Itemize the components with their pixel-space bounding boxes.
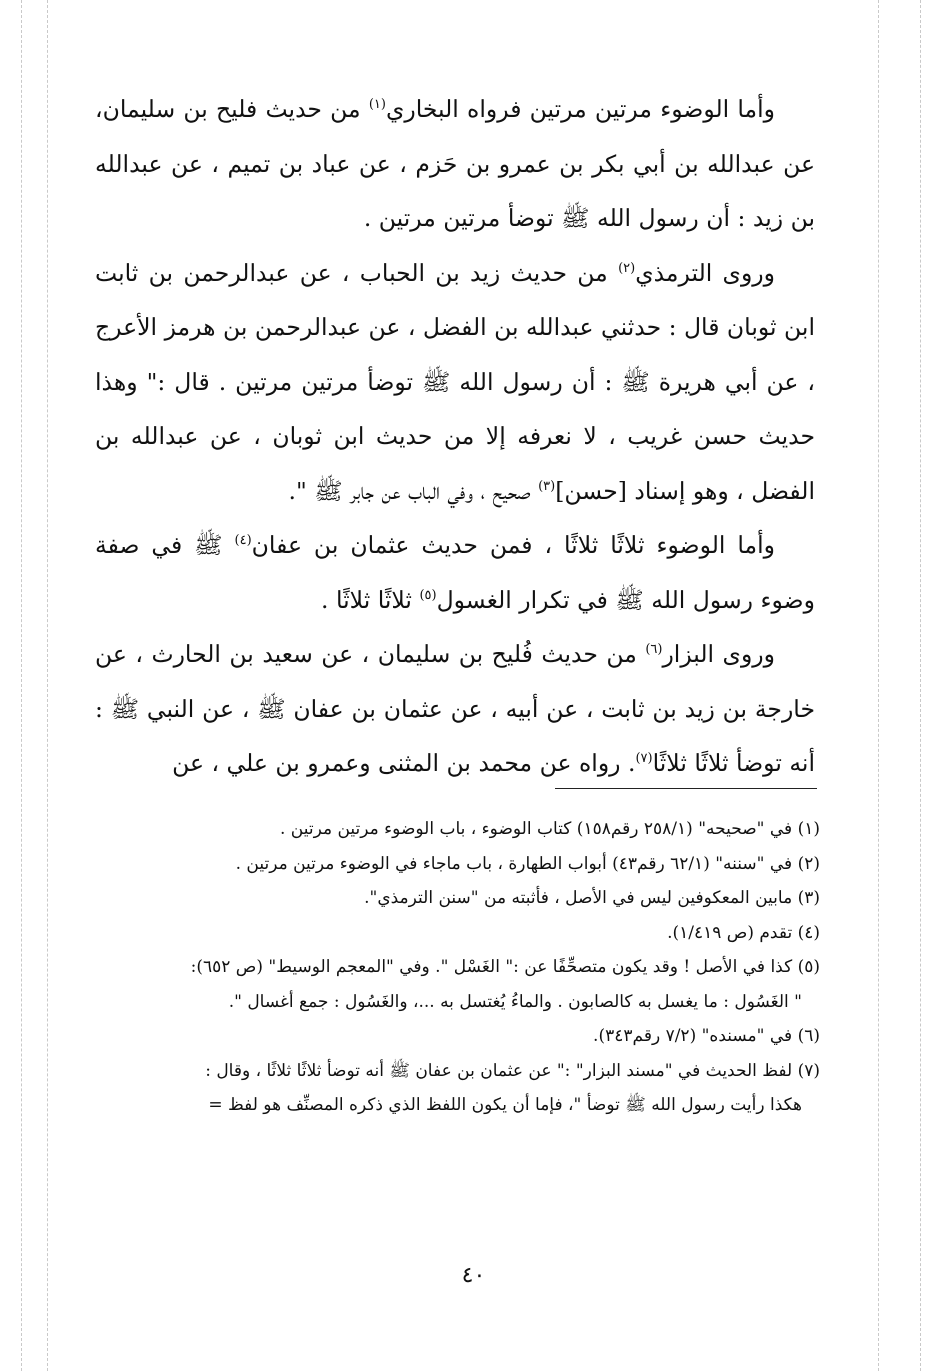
footnote-marker: (٣) xyxy=(538,478,556,494)
footnotes xyxy=(100,812,820,1123)
footnote-1: (١) في "صحيحه" (٢٥٨/١ رقم١٥٨) كتاب الوضوء ، باب الوضوء مرتين مرتين . xyxy=(279,819,820,839)
footnote-marker: (٢) xyxy=(618,260,636,276)
footnote-marker: (٦) xyxy=(645,642,663,658)
footnote-marker: (٧) xyxy=(635,751,653,767)
footnote-7-continued: هكذا رأيت رسول الله ﷺ توضأ "، فإما أن يكون اللفظ الذي ذكره المصنِّف هو لفظ = xyxy=(208,1095,802,1115)
dashed-margin-guide xyxy=(21,0,22,1371)
footnote-marker: (١) xyxy=(368,97,386,113)
footnote-2: (٢) في "سننه" (٦٢/١ رقم٤٣) أبواب الطهارة ، باب ماجاء في الوضوء مرتين مرتين . xyxy=(235,853,820,874)
paragraph-2: وروى الترمذي$^{(٢)}$ من حديث زيد بن الحباب ، عن عبدالرحمن بن ثابت ابن ثوبان قال : حدثني عبدالله بن الفضل ، عن عبدالرحمن بن هرمز الأعرج ، عن أبي هريرة ﷺ : أن رسول الله ﷺ توضأ مرتين مرتين . قال :" وهذا حديث حسن غريب ، لا نعرفه إلا من حديث ابن ثوبان ، عن عبدالله بن الفضل ، وهو إسناد [حسن]$^{(٣)}$ صحيح ، وفي الباب عن جابر ﷺ ". xyxy=(95,258,815,505)
footnote-marker: (٥) xyxy=(419,587,437,603)
dashed-margin-guide xyxy=(47,0,48,1371)
paragraph-3: وأما الوضوء ثلاثًا ثلاثًا ، فمن حديث عثمان بن عفان$^{(٤)}$ ﷺ في صفة وضوء رسول الله ﷺ في تكرار الغسول$^{(٥)}$ ثلاثًا ثلاثًا . xyxy=(95,531,815,614)
dashed-margin-guide xyxy=(920,0,921,1371)
paragraph-1: وأما الوضوء مرتين مرتين فرواه البخاري$^{(١)}$ من حديث فليح بن سليمان، عن عبدالله بن أبي بكر بن عمرو بن حَزم ، عن عباد بن تميم ، عن عبدالله بن زيد : أن رسول الله ﷺ توضأ مرتين مرتين . xyxy=(95,95,815,232)
footnote-separator xyxy=(555,788,817,789)
main-text xyxy=(95,82,815,791)
paragraph-4: وروى البزار$^{(٦)}$ من حديث فُليح بن سليمان ، عن سعيد بن الحارث ، عن خارجة بن زيد بن ثابت ، عن أبيه ، عن عثمان بن عفان ﷺ ، عن النبي ﷺ : أنه توضأ ثلاثًا ثلاثًا$^{(٧)}$. رواه عن محمد بن المثنى وعمرو بن علي ، عن xyxy=(95,640,815,777)
footnote-5-continued: " الغَسُول : ما يغسل به كالصابون . والماءُ يُغتسل به ...، والغَسُول : جمع أغسال ". xyxy=(228,991,802,1012)
footnote-7: (٧) لفظ الحديث في "مسند البزار" :" عن عثمان بن عفان ﷺ أنه توضأ ثلاثًا ثلاثًا ، وقال : xyxy=(205,1060,820,1081)
footnote-marker: (٤) xyxy=(234,533,252,549)
dashed-margin-guide xyxy=(878,0,879,1371)
footnote-4: (٤) تقدم (ص ١/٤١٩). xyxy=(667,922,820,943)
footnote-5: (٥) كذا في الأصل ! وقد يكون متصحِّفًا عن :" الغَسْل ". وفي "المعجم الوسيط" (ص ٦٥٢): xyxy=(190,957,820,977)
footnote-3: (٣) مابين المعكوفين ليس في الأصل ، فأثبته من "سنن الترمذي". xyxy=(364,888,820,908)
footnote-6: (٦) في "مسنده" (٧/٢ رقم٣٤٣). xyxy=(593,1026,820,1046)
page-number: ٤٠ xyxy=(461,1263,486,1288)
